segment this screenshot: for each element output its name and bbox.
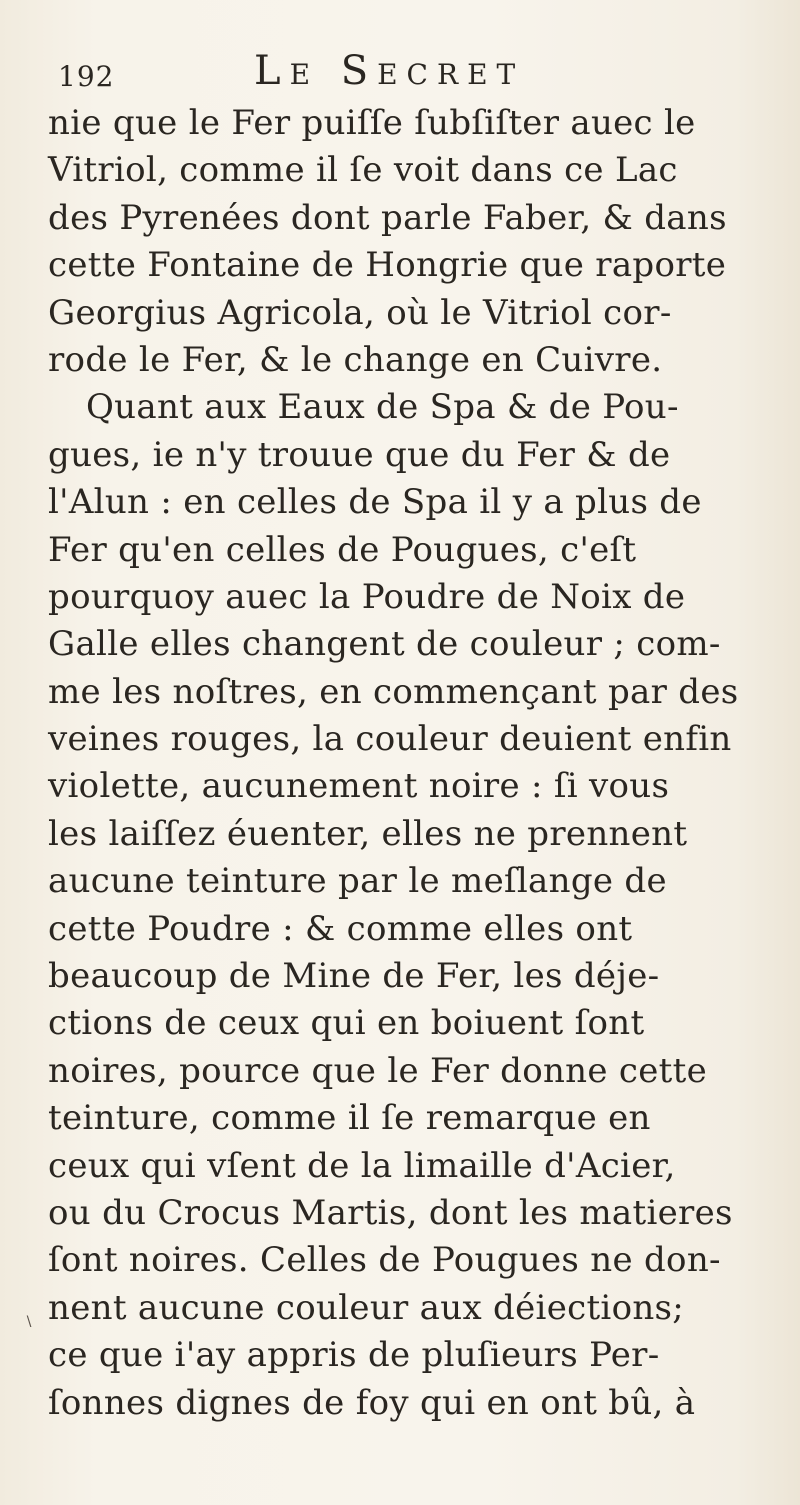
text-line: pourquoy auec la Poudre de Noix de — [48, 576, 686, 617]
text-line: gues, ie n'y trouue que du Fer & de — [48, 434, 671, 475]
text-line: rode le Fer, & le change en Cuivre. — [48, 339, 663, 380]
text-line: ſont noires. Celles de Pougues ne don- — [48, 1240, 721, 1281]
running-head: Le Secret — [254, 48, 525, 94]
page-number: 192 — [58, 60, 115, 93]
text-line: cette Poudre : & comme elles ont — [48, 908, 633, 949]
text-line: aucune teinture par le meſlange de — [48, 861, 667, 902]
text-line: Fer qu'en celles de Pougues, c'eſt — [48, 529, 637, 570]
text-line: teinture, comme il ſe remarque en — [48, 1098, 651, 1139]
text-line: l'Alun : en celles de Spa il y a plus de — [48, 482, 702, 523]
text-line: beaucoup de Mine de Fer, les déje- — [48, 956, 660, 997]
body-text — [48, 100, 778, 1427]
margin-mark-icon: ∖ — [24, 1314, 33, 1330]
text-line: Galle elles changent de couleur ; com- — [48, 624, 721, 665]
text-line: ce que i'ay appris de pluſieurs Per- — [48, 1335, 660, 1376]
text-line: Quant aux Eaux de Spa & de Pou- — [86, 387, 679, 428]
text-line: des Pyrenées dont parle Faber, & dans — [48, 197, 727, 238]
text-line: ſonnes dignes de foy qui en ont bû, à — [48, 1382, 696, 1423]
text-line: nie que le Fer puiſſe ſubſiſter auec le — [48, 103, 696, 143]
text-line: Georgius Agricola, où le Vitriol cor- — [48, 292, 672, 333]
text-line: ctions de ceux qui en boiuent ſont — [48, 1003, 645, 1044]
text-line: ceux qui vſent de la limaille d'Acier, — [48, 1145, 676, 1186]
text-line: veines rouges, la couleur deuient enfin — [48, 719, 732, 760]
text-line: violette, aucunement noire : ſi vous — [48, 766, 670, 807]
text-line: me les noſtres, en commençant par des — [48, 671, 739, 712]
text-line: nent aucune couleur aux déiections; — [48, 1287, 685, 1328]
text-line: cette Fontaine de Hongrie que raporte — [48, 245, 727, 286]
text-line: ou du Crocus Martis, dont les matieres — [48, 1192, 733, 1233]
text-line: Vitriol, comme il ſe voit dans ce Lac — [48, 150, 678, 191]
text-line: les laiſſez éuenter, elles ne prennent — [48, 813, 688, 854]
page-header — [48, 44, 768, 98]
text-line: noires, pource que le Fer donne cette — [48, 1050, 708, 1091]
